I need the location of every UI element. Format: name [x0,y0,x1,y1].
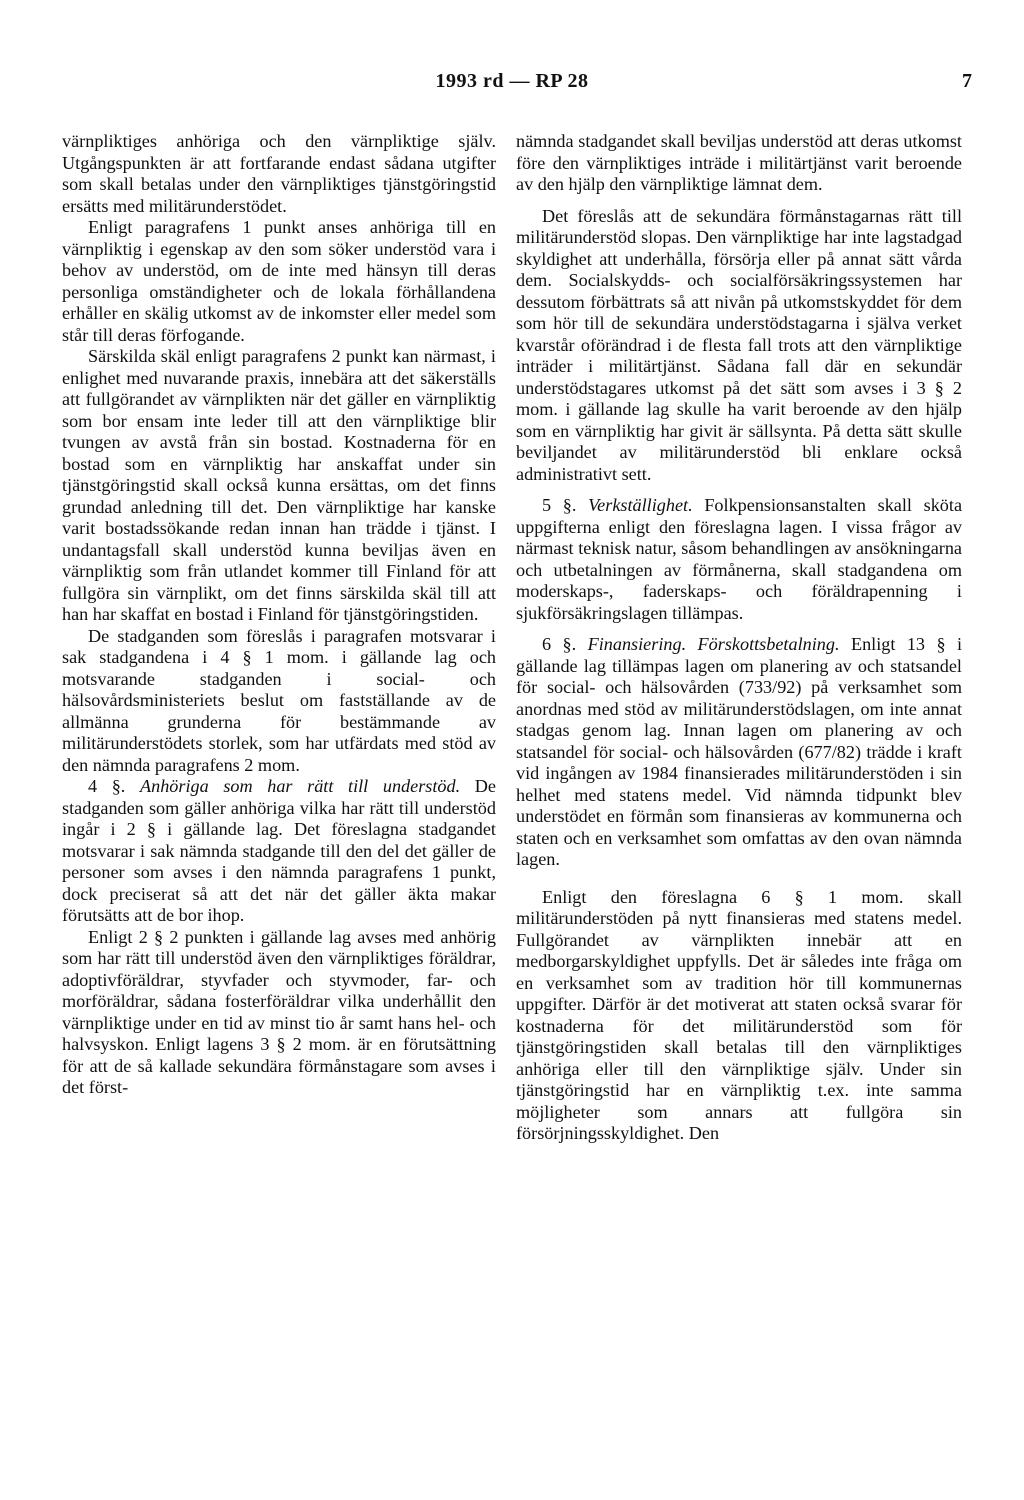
section-text: Folkpensionsanstalten skall sköta uppgifterna enligt den föreslagna lagen. I vissa frågor av närmast teknisk natur, såsom behandlingen av ansökningarna och utbetalningen av förmånerna, skall stadgandena om moderskaps-, faderskaps- och föräldrapenning i sjukförsäkringslagen tillämpas. [516,495,963,623]
section-number: 5 §. [542,495,577,515]
section-heading: Verkställighet. [588,495,693,515]
paragraph: Det föreslås att de sekundära förmånstagarnas rätt till militärunderstöd slopas. Den värnpliktige har inte lagstadgad skyldighet att underhålla, försörja eller på annat sätt vårda dem. Socialskydds- och socialförsäkringssystemen har dessutom förbättrats så att nivån på utkomstskyddet för dem som hör till de sekundära understödstagarna i själva verket kvarstår oförändrad i de flesta fall trots att den värnpliktige inträder i militärtjänst. Sådana fall där en sekundär understödstagares utkomst på det sätt som avses i 3 § 2 mom. i gällande lag skulle ha varit beroende av den hjälp som en värnpliktig har givit är sällsynta. På detta sätt skulle beviljandet av militärunderstöd bli enklare också administrativt sett. [516,205,962,484]
paragraph: Enligt 2 § 2 punkten i gällande lag avses med anhörig som har rätt till understöd även den värnpliktiges föräldrar, adoptivföräldrar, styvfader och styvmoder, far- och morföräldrar, sådana fosterföräldrar vilka underhållit den värnpliktige under en tid av minst tio år samt hans hel- och halvsyskon. Enligt lagens 3 § 2 mom. är en förutsättning för att de så kallade sekundära förmånstagare som avses i det först- [62,926,496,1097]
right-column [516,131,962,1145]
running-title: 1993 rd — RP 28 [435,70,589,92]
paragraph: Enligt paragrafens 1 punkt anses anhöriga till en värnpliktig i egenskap av den som söker understöd vara i behov av understöd, om de inte med hänsyn till deras personliga omständigheter och de lokala förhållandena erhåller en skälig utkomst av de inkomster eller medel som står till deras förfogande. [62,217,496,345]
section-text: Enligt 13 § i gällande lag tillämpas lagen om planering av och statsandel för social- och hälsovården (733/92) på verksamhet som anordnas med stöd av militärunderstödslagen, om inte annat stadgas genom lag. Innan lagen om planering av och statsandel för social- och hälsovården (677/82) trädde i kraft vid ingången av 1984 finansierades militärunderstöden i sin helhet med statens medel. Vid nämnda tidpunkt blev understödet en förmån som finansieras av kommunerna och staten och en verksamhet som omfattas av den ovan nämnda lagen. [516,634,963,869]
paragraph: De stadganden som föreslås i paragrafen motsvarar i sak stadgandena i 4 § 1 mom. i gällande lag och motsvarande stadganden i social- och hälsovårdsministeriets beslut om fastställande av de allmänna grunderna för bestämmande av militärunderstödets storlek, som har utfärdats med stöd av den nämnda paragrafens 2 mom. [62,625,496,775]
section-heading: Anhöriga som har rätt till understöd. [139,776,461,796]
section-paragraph [516,634,962,871]
paragraph: värnpliktiges anhöriga och den värnpliktige själv. Utgångspunkten är att fortfarande endast sådana utgifter som skall betalas under den värnpliktiges tjänstgöringstid ersätts med militärunderstödet. [62,131,496,216]
section-paragraph [516,495,962,624]
paragraph: Särskilda skäl enligt paragrafens 2 punkt kan närmast, i enlighet med nuvarande praxis, innebära att det säkerställs att fullgörandet av värnplikten när det gäller en värnpliktig som bor ensam inte leder till att den värnpliktige blir tvungen av avstå från sin bostad. Kostnaderna för en bostad som en värnpliktig har anskaffat under sin tjänstgöringstid skall också kunna ersättas, om det finns grundad anledning till det. Den värnpliktige har kanske varit bostadssökande redan innan han trädde i tjänst. I undantagsfall skall understöd kunna beviljas även en värnpliktig som från utlandet kommer till Finland för att fullgöra sin värnplikt, om det finns särskilda skäl till att han har skaffat en bostad i Finland för tjänstgöringstiden. [62,346,496,624]
section-number: 6 §. [542,634,577,654]
left-column [62,131,496,1099]
section-paragraph [62,776,496,927]
page-number: 7 [962,70,972,92]
section-heading: Finansiering. Förskottsbetalning. [587,634,840,654]
paragraph: nämnda stadgandet skall beviljas understöd att deras utkomst före den värnpliktiges inträde i militärtjänst varit beroende av den hjälp den värnpliktige lämnat dem. [516,131,962,194]
page-header [0,70,1024,100]
paragraph: Enligt den föreslagna 6 § 1 mom. skall militärunderstöden på nytt finansieras med statens medel. Fullgörandet av värnplikten innebär att en medborgarskyldighet uppfylls. Det är således inte fråga om en verksamhet som av tradition hör till kommunernas uppgifter. Därför är det motiverat att staten också svarar för kostnaderna för det militärunderstöd som för tjänstgöringstiden skall betalas till den värnpliktiges anhöriga eller till den värnpliktige själv. Under sin tjänstgöringstid har en värnpliktig t.ex. inte samma möjligheter som annars att fullgöra sin försörjningsskyldighet. Den [516,886,962,1143]
section-text: De stadganden som gäller anhöriga vilka har rätt till understöd ingår i 2 § i gällande lag. Det föreslagna stadgandet motsvarar i sak nämnda stadgande till den del det gäller de personer som avses i den nämnda paragrafens 1 punkt, dock preciserat så att det när det gäller äkta makar förutsätts att de bor ihop. [62,776,497,925]
section-number: 4 §. [88,776,126,796]
